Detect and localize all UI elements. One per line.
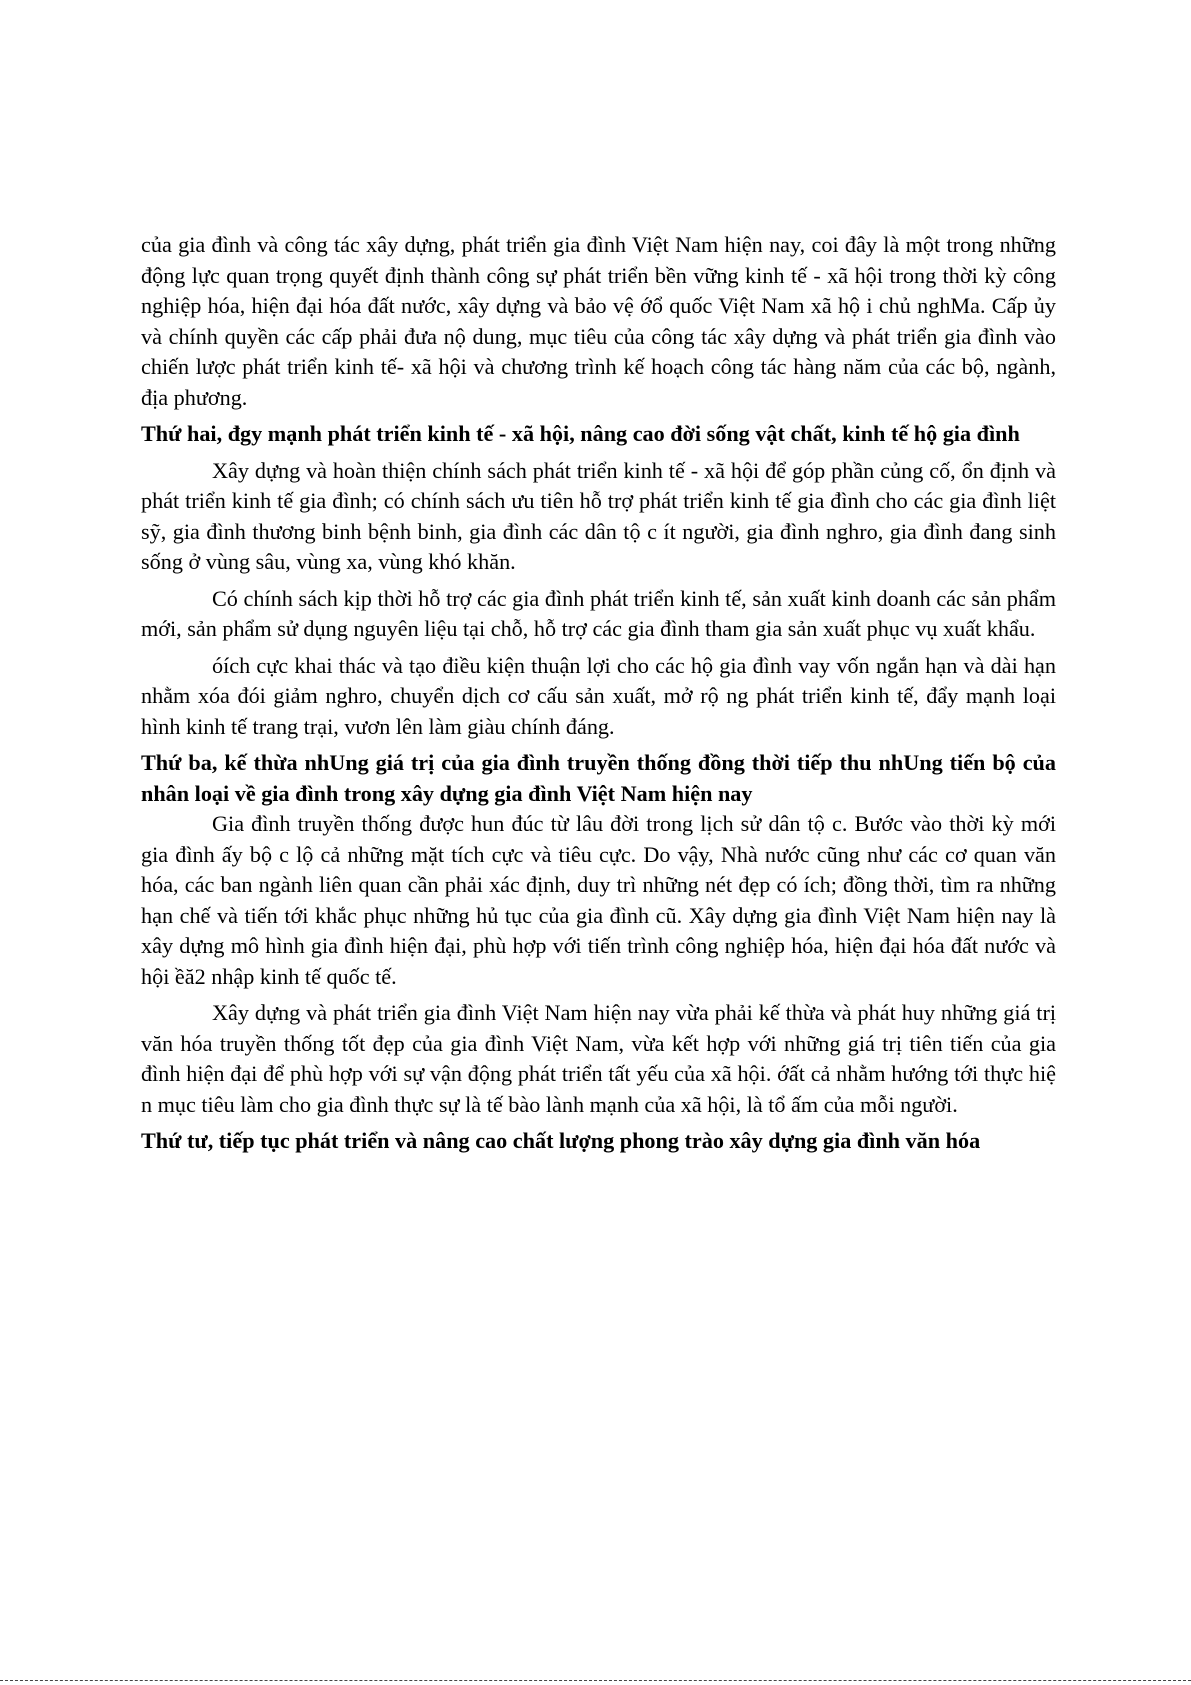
paragraph: Có chính sách kịp thời hỗ trợ các gia đình phát triển kinh tế, sản xuất kinh doanh các sản phẩm mới, sản phẩm sử dụng nguyên liệu tại chỗ, hỗ trợ các gia đình tham gia sản xuất phục vụ xuất khẩu.: [141, 585, 1056, 641]
section-heading: Thứ tư, tiếp tục phát triển và nâng cao chất lượng phong trào xây dựng gia đình văn hóa: [141, 1128, 981, 1153]
paragraph: Gia đình truyền thống được hun đúc từ lâu đời trong lịch sử dân tộ c. Bước vào thời kỳ mới gia đình ấy bộ c lộ cả những mặt tích cực và tiêu cực. Do vậy, Nhà nước cũng như các cơ quan văn hóa, các ban ngành liên quan cần phải xác định, duy trì những nét đẹp có ích; đồng thời, tìm ra những hạn chế và tiến tới khắc phục những hủ tục của gia đình cũ. Xây dựng gia đình Việt Nam hiện nay là xây dựng mô hình gia đình hiện đại, phù hợp với tiến trình công nghiệp hóa, hiện đại hóa đất nước và hội ềă2 nhập kinh tế quốc tế.: [141, 811, 1056, 989]
paragraph: Xây dựng và hoàn thiện chính sách phát triển kinh tế - xã hội để góp phần củng cố, ổn định và phát triển kinh tế gia đình; có chính sách ưu tiên hỗ trợ phát triển kinh tế gia đình cho các gia đình liệt sỹ, gia đình thương binh bệnh binh, gia đình các dân tộ c ít người, gia đình nghro, gia đình đang sinh sống ở vùng sâu, vùng xa, vùng khó khăn.: [141, 457, 1056, 574]
paragraph: Xây dựng và phát triển gia đình Việt Nam hiện nay vừa phải kế thừa và phát huy những giá trị văn hóa truyền thống tốt đẹp của gia đình Việt Nam, vừa kết hợp với những giá trị tiên tiến của gia đình hiện đại để phù hợp với sự vận động phát triển tất yếu của xã hội. ớất cả nhằm hướng tới thực hiệ n mục tiêu làm cho gia đình thực sự là tế bào lành mạnh của xã hội, là tổ ấm của mỗi người.: [141, 1000, 1056, 1117]
page-content: [141, 230, 1056, 1163]
page-bottom-rule: [0, 1680, 1191, 1681]
section-heading: Thứ ba, kế thừa nhUng giá trị của gia đình truyền thống đồng thời tiếp thu nhUng tiến bộ của nhân loại về gia đình trong xây dựng gia đình Việt Nam hiện nay: [141, 750, 1056, 806]
paragraph: óích cực khai thác và tạo điều kiện thuận lợi cho các hộ gia đình vay vốn ngắn hạn và dài hạn nhằm xóa đói giảm nghro, chuyển dịch cơ cấu sản xuất, mở rộ ng phát triển kinh tế, đẩy mạnh loại hình kinh tế trang trại, vươn lên làm giàu chính đáng.: [141, 652, 1056, 739]
paragraph: của gia đình và công tác xây dựng, phát triển gia đình Việt Nam hiện nay, coi đây là một trong những động lực quan trọng quyết định thành công sự phát triển bền vững kinh tế - xã hội trong thời kỳ công nghiệp hóa, hiện đại hóa đất nước, xây dựng và bảo vệ ớổ quốc Việt Nam xã hộ i chủ nghMa. Cấp ủy và chính quyền các cấp phải đưa nộ dung, mục tiêu của công tác xây dựng và phát triển gia đình vào chiến lược phát triển kinh tế- xã hội và chương trình kế hoạch công tác hàng năm của các bộ, ngành, địa phương.: [141, 232, 1056, 410]
section-heading: Thứ hai, đgy mạnh phát triển kinh tế - xã hội, nâng cao đời sống vật chất, kinh tế hộ gia đình: [141, 421, 1020, 446]
